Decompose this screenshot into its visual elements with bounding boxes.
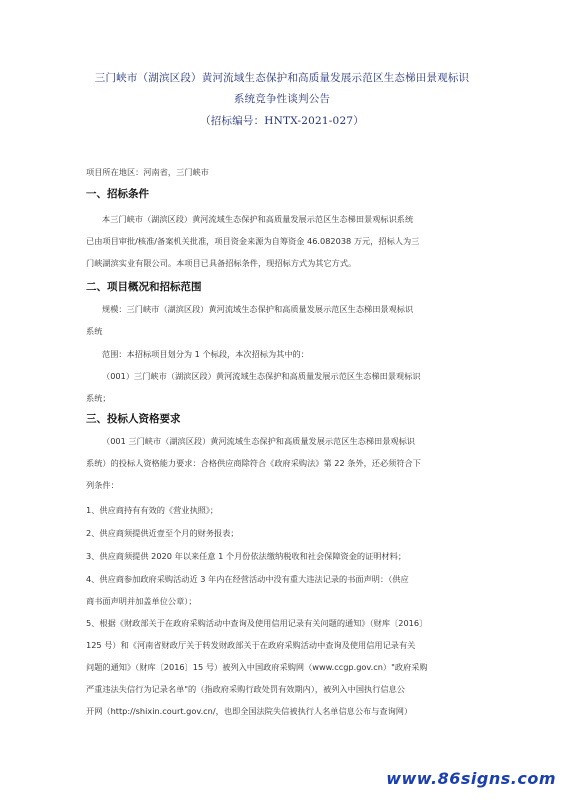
line: 门峡湖滨实业有限公司。本项目已具备招标条件，现招标方式为其它方式。: [86, 258, 357, 268]
line: 125 号）和《河南省财政厅关于转发财政部关于在政府采购活动中查询及使用信用记录有关: [86, 640, 416, 650]
line: 3、供应商须提供 2020 年以来任意 1 个月份依法缴纳税收和社会保障资金的证明材料；: [86, 551, 407, 561]
line: 系统: [86, 326, 103, 336]
line: 1、供应商持有有效的《营业执照》；: [86, 505, 219, 515]
line: 系统）的投标人资格能力要求：合格供应商除符合《政府采购法》第 22 条外，还必须符合下: [86, 458, 421, 468]
section-heading-1: 一、招标条件: [86, 188, 149, 200]
requirement-1: [86, 499, 488, 521]
section-2-scope: [86, 343, 488, 365]
section-2-lot: [86, 365, 488, 409]
line: 严重违法失信行为记录名单"的（指政府采购行政处罚有效期内），被列入中国执行信息公: [86, 684, 405, 694]
line: 问题的通知》（财库〔2016〕15 号）被列入中国政府采购网（www.ccgp.gov.cn）"政府采购: [86, 662, 428, 672]
section-2-scale: [86, 298, 488, 342]
document-title-line-1: 三门峡市（湖滨区段）黄河流域生态保护和高质量发展示范区生态梯田景观标识: [94, 72, 470, 84]
line: 范围：本招标项目划分为 1 个标段，本次招标为其中的：: [102, 349, 309, 359]
line: 5、根据《财政部关于在政府采购活动中查询及使用信用记录有关问题的通知》（财库〔2016〕: [86, 618, 428, 628]
line: 系统；: [86, 393, 111, 403]
line: 本三门峡市（湖滨区段）黄河流域生态保护和高质量发展示范区生态梯田景观标识系统: [102, 214, 414, 224]
section-heading-3: 三、投标人资格要求: [86, 413, 181, 425]
line: （001）三门峡市（湖滨区段）黄河流域生态保护和高质量发展示范区生态梯田景观标识: [102, 371, 421, 381]
requirement-4: [86, 568, 488, 612]
section-3-intro: [86, 430, 488, 496]
section-1-paragraph: [86, 208, 488, 274]
section-heading-2: 二、项目概况和招标范围: [86, 281, 202, 293]
line: 商书面声明并加盖单位公章）；: [86, 596, 197, 606]
line: 开网（http://shixin.court.gov.cn/，也即全国法院失信被执行人名单信息公布与查询网）: [86, 706, 413, 716]
line: 2、供应商须提供近壹至个月的财务报表；: [86, 528, 239, 538]
line: 已由项目审批/核准/备案机关批准，项目资金来源为自筹资金 46.082038 万元，招标人为三: [86, 236, 420, 246]
requirement-3: [86, 545, 488, 567]
tender-number: （招标编号：HNTX-2021-027）: [200, 115, 364, 127]
project-location: 项目所在地区：河南省，三门峡市: [86, 167, 209, 177]
line: 列条件：: [86, 480, 119, 490]
site-watermark: www.86signs.com: [386, 769, 556, 788]
line: 规模：三门峡市（湖滨区段）黄河流域生态保护和高质量发展示范区生态梯田景观标识: [102, 304, 414, 314]
line: （001 三门峡市（湖滨区段）黄河流域生态保护和高质量发展示范区生态梯田景观标识: [102, 436, 415, 446]
requirement-5: [86, 612, 488, 722]
line: 4、供应商参加政府采购活动近 3 年内在经营活动中没有重大违法记录的书面声明：（供应: [86, 574, 409, 584]
document-title-line-2: 系统竞争性谈判公告: [233, 93, 331, 105]
requirement-2: [86, 522, 488, 544]
